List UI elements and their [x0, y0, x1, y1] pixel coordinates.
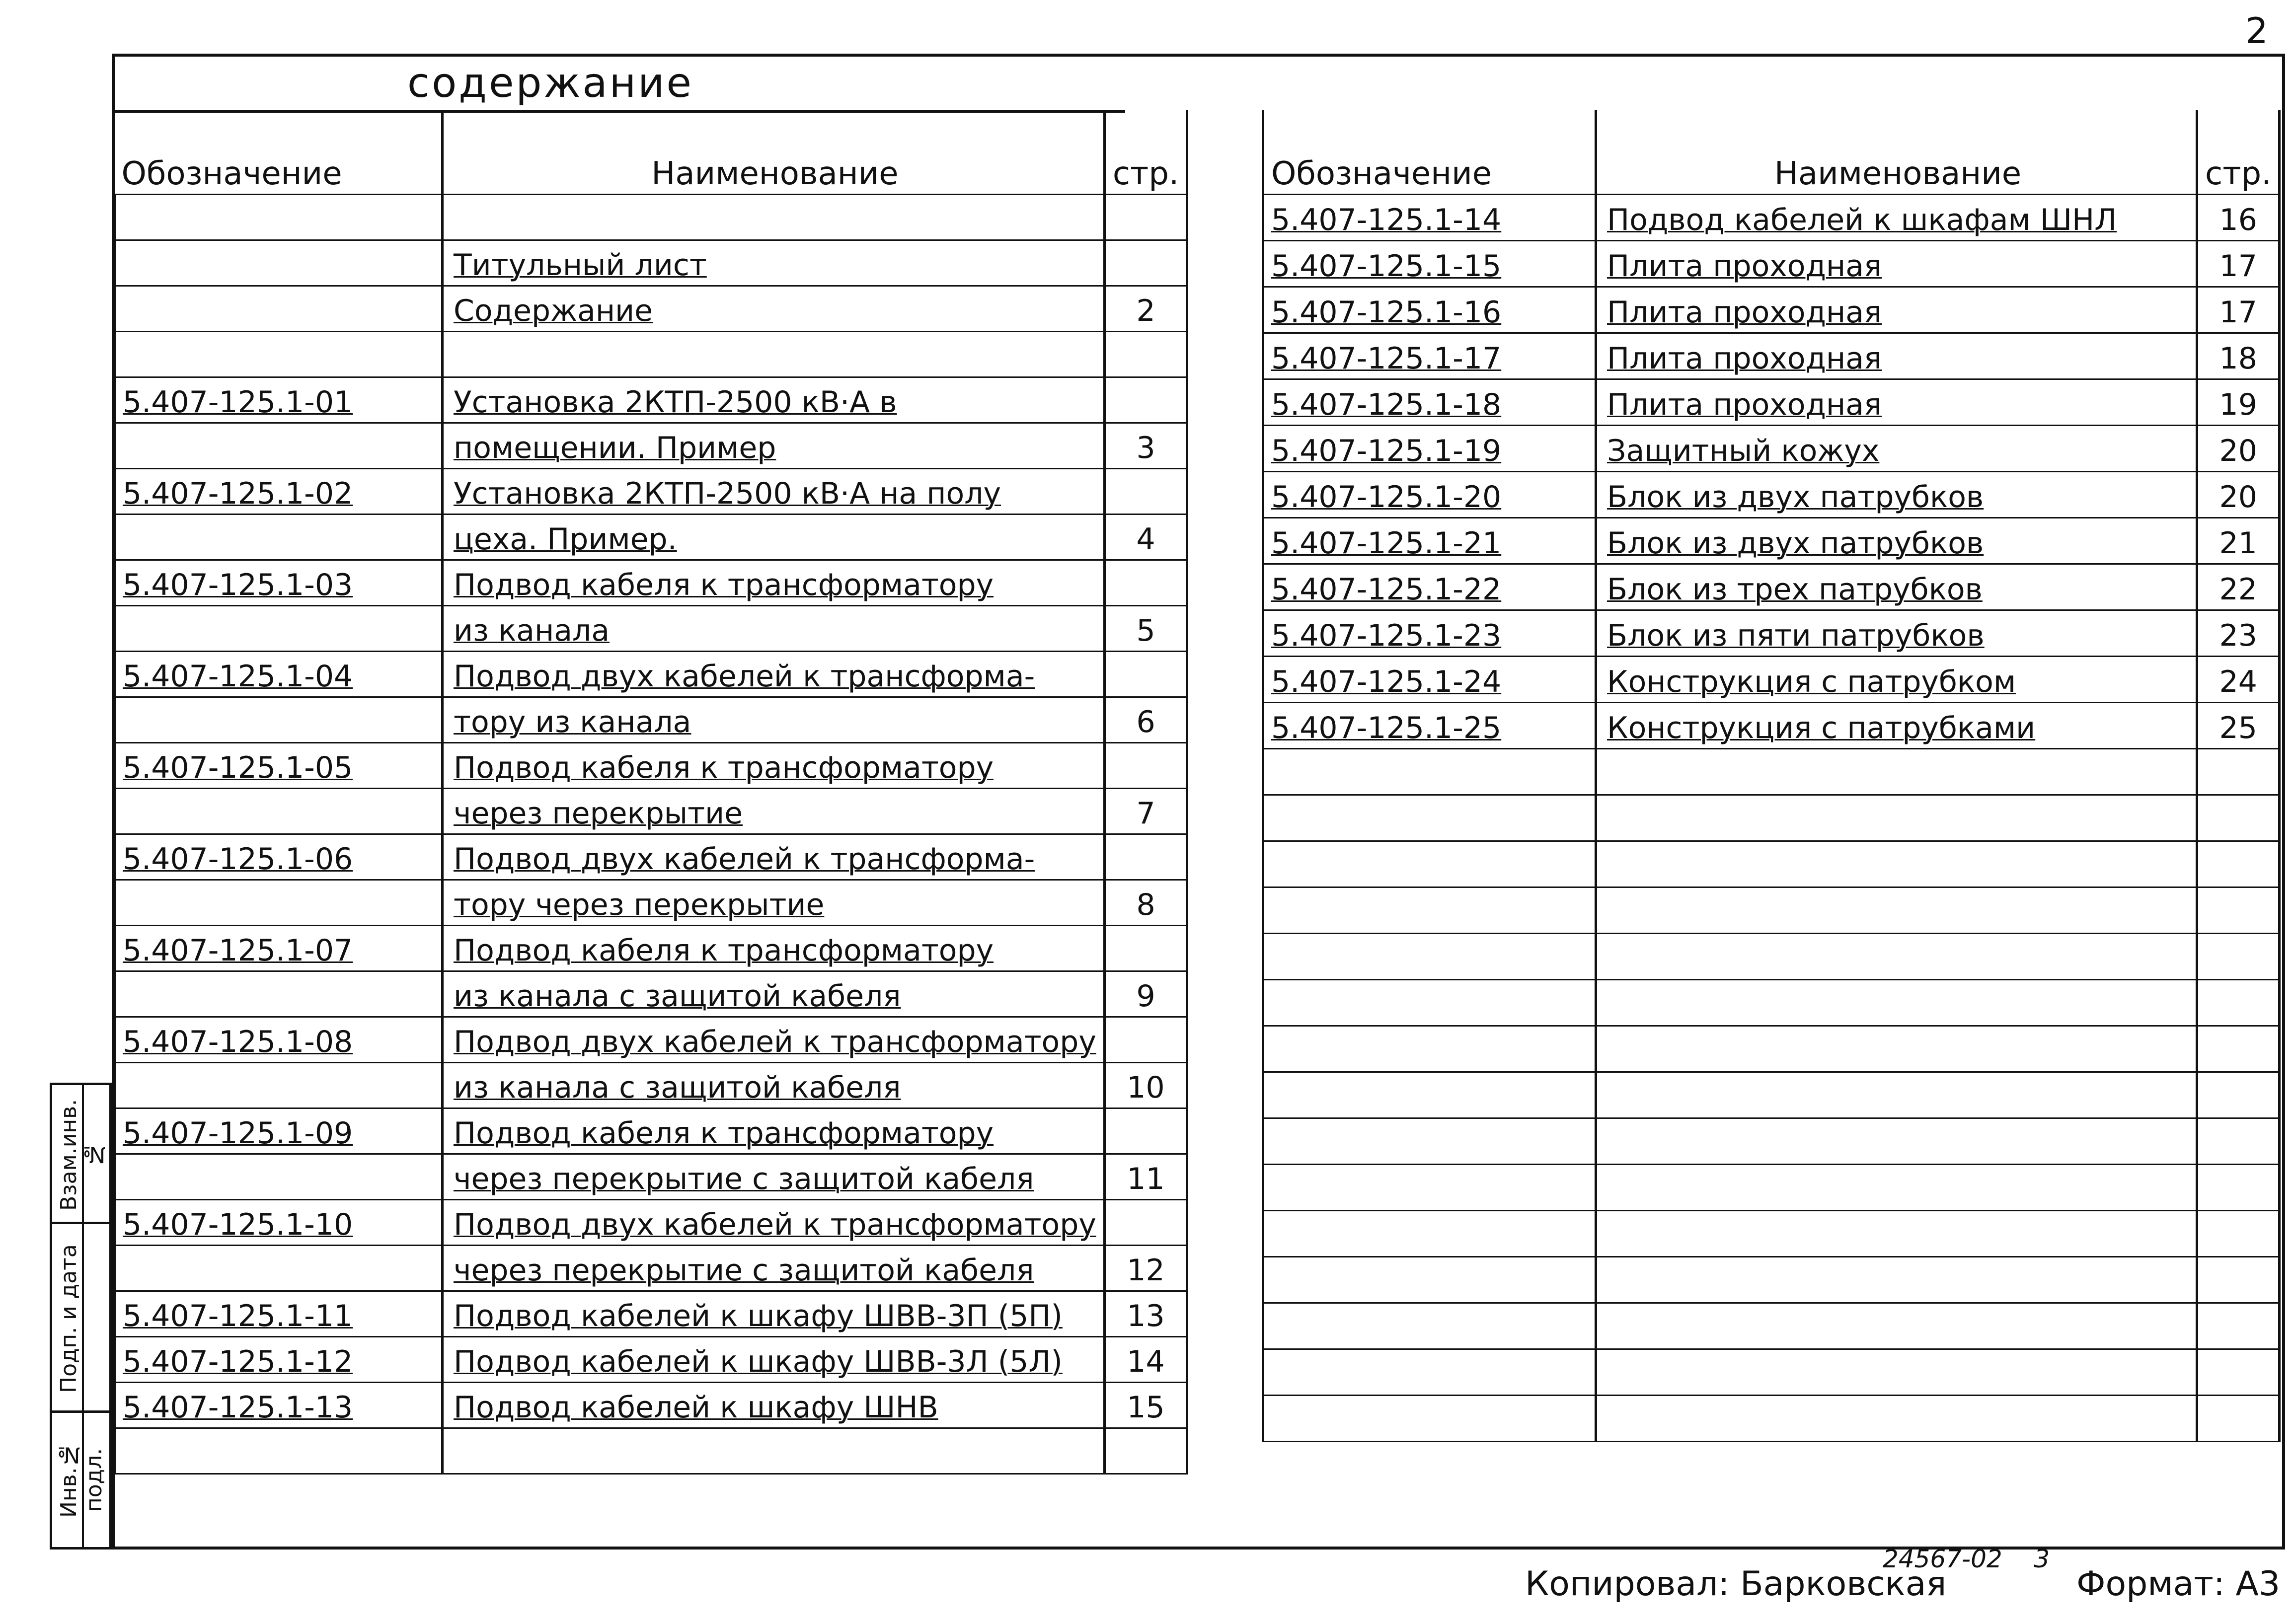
table-row [1263, 1349, 2280, 1396]
page-cell: 20 [2197, 426, 2280, 472]
table-row [115, 606, 1187, 652]
designation-cell [1263, 1396, 1596, 1442]
designation-cell [1263, 749, 1596, 795]
table-row [1263, 934, 2280, 980]
table-row [115, 1154, 1187, 1200]
page-cell [1104, 1108, 1187, 1154]
table-row [1263, 1211, 2280, 1257]
table-row [115, 240, 1187, 286]
designation-cell: 5.407-125.1-19 [1263, 426, 1596, 472]
designation-cell: 5.407-125.1-02 [115, 469, 443, 515]
designation-header: Обозначение [1263, 110, 1596, 195]
table-header-row [1263, 110, 2280, 195]
page-cell [1104, 1017, 1187, 1063]
name-cell [443, 1428, 1105, 1474]
table-row [115, 1291, 1187, 1337]
table-row [1263, 426, 2280, 472]
name-cell: тору через перекрытие [443, 880, 1105, 926]
designation-cell [1263, 1165, 1596, 1211]
page-cell [2197, 1165, 2280, 1211]
designation-cell: 5.407-125.1-13 [115, 1383, 443, 1428]
page-cell: 9 [1104, 971, 1187, 1017]
table-row [115, 971, 1187, 1017]
table-row [115, 469, 1187, 515]
table-row [115, 286, 1187, 332]
table-row [115, 195, 1187, 240]
table-row [115, 515, 1187, 560]
designation-cell [115, 240, 443, 286]
designation-cell: 5.407-125.1-09 [115, 1108, 443, 1154]
table-row [1263, 749, 2280, 795]
designation-cell [115, 1154, 443, 1200]
table-row [115, 834, 1187, 880]
page-cell: 13 [1104, 1291, 1187, 1337]
designation-cell: 5.407-125.1-08 [115, 1017, 443, 1063]
page-cell: 11 [1104, 1154, 1187, 1200]
designation-cell: 5.407-125.1-04 [115, 652, 443, 697]
table-row [115, 652, 1187, 697]
table-row [1263, 1303, 2280, 1349]
name-cell [1596, 1396, 2197, 1442]
table-row [115, 560, 1187, 606]
name-cell: Плита проходная [1596, 333, 2197, 379]
table-row [1263, 195, 2280, 241]
table-row [1263, 795, 2280, 841]
page-header: стр. [1104, 110, 1187, 195]
table-row [115, 1017, 1187, 1063]
designation-cell [115, 1246, 443, 1291]
name-cell: из канала с защитой кабеля [443, 971, 1105, 1017]
designation-cell: 5.407-125.1-20 [1263, 472, 1596, 518]
page-number: 2 [2245, 10, 2268, 52]
page-cell: 24 [2197, 657, 2280, 703]
designation-cell: 5.407-125.1-11 [115, 1291, 443, 1337]
table-row [1263, 1396, 2280, 1442]
table-row [1263, 1072, 2280, 1118]
designation-cell [1263, 1072, 1596, 1118]
page-cell [1104, 195, 1187, 240]
stamp-cell-replacement [52, 1085, 114, 1224]
page-cell [2197, 1396, 2280, 1442]
designation-cell: 5.407-125.1-18 [1263, 379, 1596, 426]
page-cell [2197, 934, 2280, 980]
page-cell: 7 [1104, 789, 1187, 834]
table-row [1263, 1026, 2280, 1072]
page-cell: 10 [1104, 1063, 1187, 1108]
name-cell: Подвод двух кабелей к трансформа- [443, 652, 1105, 697]
page-cell: 20 [2197, 472, 2280, 518]
designation-cell [115, 515, 443, 560]
page-cell [1104, 1200, 1187, 1246]
name-cell: Подвод кабеля к трансформатору [443, 1108, 1105, 1154]
page-cell [2197, 980, 2280, 1026]
name-cell: Подвод кабелей к шкафам ШНЛ [1596, 195, 2197, 241]
name-cell: Подвод кабеля к трансформатору [443, 743, 1105, 789]
name-cell: Плита проходная [1596, 287, 2197, 333]
name-cell: Блок из трех патрубков [1596, 564, 2197, 610]
page-header: стр. [2197, 110, 2280, 195]
page-cell [1104, 926, 1187, 971]
page-cell: 21 [2197, 518, 2280, 564]
name-cell [1596, 1349, 2197, 1396]
name-cell: Подвод двух кабелей к трансформа- [443, 834, 1105, 880]
designation-cell: 5.407-125.1-01 [115, 377, 443, 423]
table-row [115, 789, 1187, 834]
page-cell [2197, 1303, 2280, 1349]
page-cell [1104, 377, 1187, 423]
designation-cell: 5.407-125.1-17 [1263, 333, 1596, 379]
page-cell: 12 [1104, 1246, 1187, 1291]
page-cell [1104, 743, 1187, 789]
name-cell: Подвод двух кабелей к трансформатору [443, 1017, 1105, 1063]
table-row [1263, 657, 2280, 703]
page-cell [1104, 834, 1187, 880]
page-cell: 23 [2197, 610, 2280, 657]
name-cell [1596, 1211, 2197, 1257]
name-cell [1596, 1303, 2197, 1349]
table-row [115, 332, 1187, 377]
table-row [1263, 518, 2280, 564]
name-cell [1596, 841, 2197, 887]
designation-cell: 5.407-125.1-22 [1263, 564, 1596, 610]
name-cell: из канала [443, 606, 1105, 652]
name-cell: Плита проходная [1596, 241, 2197, 287]
name-cell [443, 195, 1105, 240]
sheet-number: 3 [2034, 1545, 2050, 1573]
designation-cell [1263, 1303, 1596, 1349]
page-cell: 25 [2197, 703, 2280, 749]
name-cell [1596, 1118, 2197, 1165]
page-cell: 8 [1104, 880, 1187, 926]
table-row [1263, 703, 2280, 749]
designation-cell [115, 286, 443, 332]
name-cell: помещении. Пример [443, 423, 1105, 469]
page-cell [2197, 1257, 2280, 1303]
stamp-replacement-label: Взам.инв.№ [56, 1099, 107, 1211]
name-header: Наименование [443, 110, 1105, 195]
table-row [115, 1383, 1187, 1428]
page-cell: 18 [2197, 333, 2280, 379]
table-row [115, 880, 1187, 926]
page-cell [2197, 841, 2280, 887]
page-cell: 3 [1104, 423, 1187, 469]
page-cell: 17 [2197, 241, 2280, 287]
table-row [1263, 841, 2280, 887]
designation-cell [1263, 1349, 1596, 1396]
document-code [1883, 1545, 2050, 1573]
page-cell [2197, 1349, 2280, 1396]
page-cell [2197, 1118, 2280, 1165]
page-cell: 17 [2197, 287, 2280, 333]
designation-header: Обозначение [115, 110, 443, 195]
table-row [1263, 610, 2280, 657]
table-row [115, 423, 1187, 469]
table-row [1263, 980, 2280, 1026]
stamp-cell-inventory [52, 1413, 114, 1547]
designation-cell: 5.407-125.1-14 [1263, 195, 1596, 241]
stamp-inventory-label: Инв.№ подл. [56, 1442, 107, 1518]
table-row [1263, 379, 2280, 426]
page-cell [1104, 560, 1187, 606]
page-cell [1104, 1428, 1187, 1474]
name-cell [1596, 980, 2197, 1026]
sheet-format: Формат: А3 [2076, 1564, 2281, 1604]
name-cell: Подвод кабеля к трансформатору [443, 560, 1105, 606]
name-cell: Блок из двух патрубков [1596, 472, 2197, 518]
designation-cell: 5.407-125.1-21 [1263, 518, 1596, 564]
designation-cell [1263, 1211, 1596, 1257]
designation-cell: 5.407-125.1-23 [1263, 610, 1596, 657]
name-cell [1596, 1165, 2197, 1211]
name-cell [1596, 795, 2197, 841]
name-cell [1596, 749, 2197, 795]
page-cell [2197, 1026, 2280, 1072]
designation-cell: 5.407-125.1-03 [115, 560, 443, 606]
designation-cell: 5.407-125.1-12 [115, 1337, 443, 1383]
name-cell: через перекрытие с защитой кабеля [443, 1246, 1105, 1291]
name-cell: Подвод кабелей к шкафу ШВВ-3Л (5Л) [443, 1337, 1105, 1383]
name-cell [443, 332, 1105, 377]
table-row [1263, 1118, 2280, 1165]
table-row [1263, 333, 2280, 379]
page-cell: 15 [1104, 1383, 1187, 1428]
page-cell [2197, 749, 2280, 795]
designation-cell [115, 971, 443, 1017]
name-cell: цеха. Пример. [443, 515, 1105, 560]
name-cell: из канала с защитой кабеля [443, 1063, 1105, 1108]
name-cell: Подвод кабеля к трансформатору [443, 926, 1105, 971]
designation-cell [115, 697, 443, 743]
name-cell: Блок из двух патрубков [1596, 518, 2197, 564]
name-cell [1596, 1072, 2197, 1118]
name-cell: Установка 2КТП-2500 кВ·А в [443, 377, 1105, 423]
name-cell: Подвод кабелей к шкафу ШНВ [443, 1383, 1105, 1428]
page-cell [2197, 1211, 2280, 1257]
table-row [1263, 287, 2280, 333]
page-cell [1104, 469, 1187, 515]
name-cell: Конструкция с патрубком [1596, 657, 2197, 703]
designation-cell [115, 195, 443, 240]
table-row [1263, 1165, 2280, 1211]
page-cell: 16 [2197, 195, 2280, 241]
table-row [115, 743, 1187, 789]
designation-cell [1263, 841, 1596, 887]
designation-cell [115, 880, 443, 926]
page-cell: 6 [1104, 697, 1187, 743]
designation-cell [115, 423, 443, 469]
page-cell [2197, 887, 2280, 934]
stamp-cell-signature [52, 1224, 114, 1413]
table-row [1263, 241, 2280, 287]
name-cell [1596, 887, 2197, 934]
contents-table-right [1262, 110, 2281, 1442]
page-cell [1104, 240, 1187, 286]
page-cell: 14 [1104, 1337, 1187, 1383]
name-cell: Плита проходная [1596, 379, 2197, 426]
page-cell [2197, 795, 2280, 841]
designation-cell [1263, 980, 1596, 1026]
name-cell: через перекрытие [443, 789, 1105, 834]
designation-cell: 5.407-125.1-24 [1263, 657, 1596, 703]
designation-cell [1263, 934, 1596, 980]
name-header: Наименование [1596, 110, 2197, 195]
name-cell: Блок из пяти патрубков [1596, 610, 2197, 657]
designation-cell [1263, 795, 1596, 841]
page-cell [1104, 652, 1187, 697]
designation-cell [115, 332, 443, 377]
table-row [1263, 472, 2280, 518]
designation-cell: 5.407-125.1-16 [1263, 287, 1596, 333]
page-cell: 5 [1104, 606, 1187, 652]
designation-cell [115, 1428, 443, 1474]
table-row [1263, 1257, 2280, 1303]
designation-cell [115, 606, 443, 652]
table-row [115, 697, 1187, 743]
page-cell: 4 [1104, 515, 1187, 560]
table-row [115, 1337, 1187, 1383]
page-title: содержание [407, 60, 693, 107]
designation-cell: 5.407-125.1-25 [1263, 703, 1596, 749]
name-cell [1596, 1257, 2197, 1303]
table-row [115, 1428, 1187, 1474]
designation-cell: 5.407-125.1-07 [115, 926, 443, 971]
designation-cell: 5.407-125.1-15 [1263, 241, 1596, 287]
table-row [115, 1200, 1187, 1246]
page-cell: 22 [2197, 564, 2280, 610]
name-cell: Подвод кабелей к шкафу ШВВ-3П (5П) [443, 1291, 1105, 1337]
name-cell: Защитный кожух [1596, 426, 2197, 472]
designation-cell [115, 1063, 443, 1108]
page-cell [1104, 332, 1187, 377]
name-cell: Титульный лист [443, 240, 1105, 286]
page-cell [2197, 1072, 2280, 1118]
name-cell: Установка 2КТП-2500 кВ·А на полу [443, 469, 1105, 515]
table-row [115, 1246, 1187, 1291]
designation-cell [1263, 1026, 1596, 1072]
name-cell: Конструкция с патрубками [1596, 703, 2197, 749]
contents-table-left [113, 110, 1188, 1475]
name-cell: Содержание [443, 286, 1105, 332]
table-row [115, 377, 1187, 423]
stamp-signature-label: Подп. и дата [56, 1244, 81, 1393]
table-row [115, 926, 1187, 971]
table-row [1263, 564, 2280, 610]
designation-cell [1263, 1118, 1596, 1165]
document-code-number: 24567-02 [1883, 1545, 2002, 1573]
name-cell [1596, 934, 2197, 980]
designation-cell: 5.407-125.1-06 [115, 834, 443, 880]
page-cell: 19 [2197, 379, 2280, 426]
table-row [1263, 887, 2280, 934]
name-cell [1596, 1026, 2197, 1072]
table-header-row [115, 110, 1187, 195]
name-cell: через перекрытие с защитой кабеля [443, 1154, 1105, 1200]
designation-cell [115, 789, 443, 834]
table-row [115, 1063, 1187, 1108]
name-cell: Подвод двух кабелей к трансформатору [443, 1200, 1105, 1246]
name-cell: тору из канала [443, 697, 1105, 743]
page-cell: 2 [1104, 286, 1187, 332]
copied-by: Копировал: Барковская [1525, 1564, 1947, 1604]
designation-cell: 5.407-125.1-05 [115, 743, 443, 789]
designation-cell [1263, 887, 1596, 934]
table-row [115, 1108, 1187, 1154]
designation-cell [1263, 1257, 1596, 1303]
side-stamp [50, 1083, 112, 1550]
designation-cell: 5.407-125.1-10 [115, 1200, 443, 1246]
